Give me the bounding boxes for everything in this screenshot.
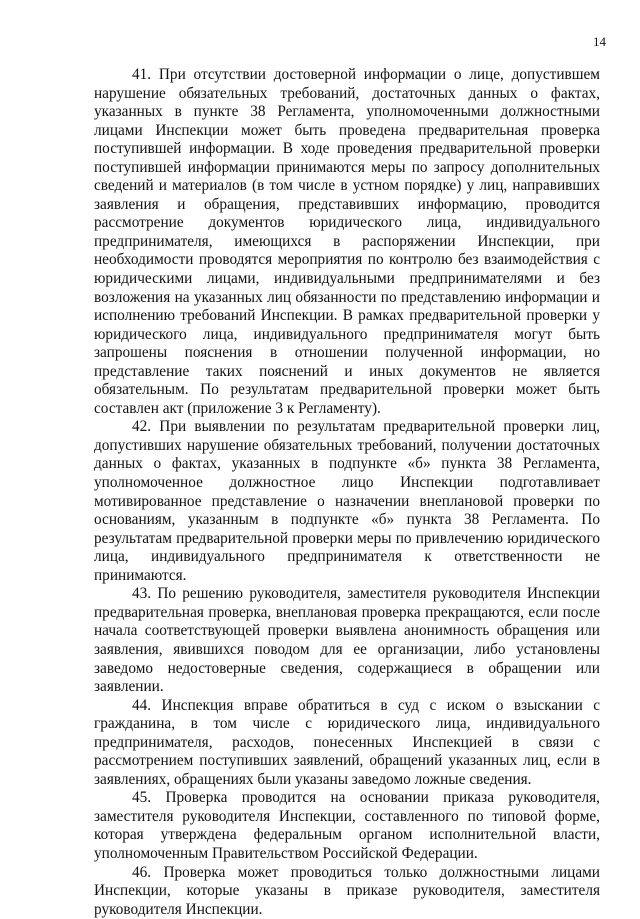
paragraph-43: 43. По решению руководителя, заместителя руководителя Инспекции предварительная проверка, внеплановая проверка прекращаются, если после начала соответствующей проверки выявлена анонимность обращения или заявления, явившихся поводом для ее организации, либо установлены заведомо недостоверные сведения, содержащиеся в обращении или заявлении. [94,585,600,696]
paragraph-42: 42. При выявлении по результатам предварительной проверки лиц, допустивших нарушение обязательных требований, получении достаточных данных о фактах, указанных в подпункте «б» пункта 38 Регламента, уполномоченное должностное лицо Инспекции подготавливает мотивированное представление о назначении внеплановой проверки по основаниям, указанным в подпункте «б» пункта 38 Регламента. По результатам предварительной проверки меры по привлечению юридического лица, индивидуального предпринимателя к ответственности не принимаются. [94,418,600,584]
document-body [94,66,600,919]
page-number: 14 [593,34,606,49]
paragraph-44: 44. Инспекция вправе обратиться в суд с иском о взыскании с гражданина, в том числе с юридического лица, индивидуального предпринимателя, расходов, понесенных Инспекцией в связи с рассмотрением поступивших заявлений, обращений указанных лиц, если в заявлениях, обращениях были указаны заведомо ложные сведения. [94,696,600,788]
paragraph-45: 45. Проверка проводится на основании приказа руководителя, заместителя руководителя Инспекции, составленного по типовой форме, которая утверждена федеральным органом исполнительной власти, уполномоченным Правительством Российской Федерации. [94,789,600,862]
paragraph-41: 41. При отсутствии достоверной информации о лице, допустившем нарушение обязательных требований, достаточных данных о фактах, указанных в пункте 38 Регламента, уполномоченными должностными лицами Инспекции может быть проведена предварительная проверка поступившей информации. В ходе проведения предварительной проверки поступившей информации принимаются меры по запросу дополнительных сведений и материалов (в том числе в устном порядке) у лиц, направивших заявления и обращения, представивших информацию, проводится рассмотрение документов юридического лица, индивидуального предпринимателя, имеющихся в распоряжении Инспекции, при необходимости проводятся мероприятия по контролю без взаимодействия с юридическими лицами, индивидуальными предпринимателями и без возложения на указанных лиц обязанности по представлению информации и исполнению требований Инспекции. В рамках предварительной проверки у юридического лица, индивидуального предпринимателя могут быть запрошены пояснения в отношении полученной информации, но представление таких пояснений и иных документов не является обязательным. По результатам предварительной проверки может быть составлен акт (приложение 3 к Регламенту). [94,66,600,417]
paragraph-46: 46. Проверка может проводиться только должностными лицами Инспекции, которые указаны в приказе руководителя, заместителя руководителя Инспекции. [94,863,600,918]
